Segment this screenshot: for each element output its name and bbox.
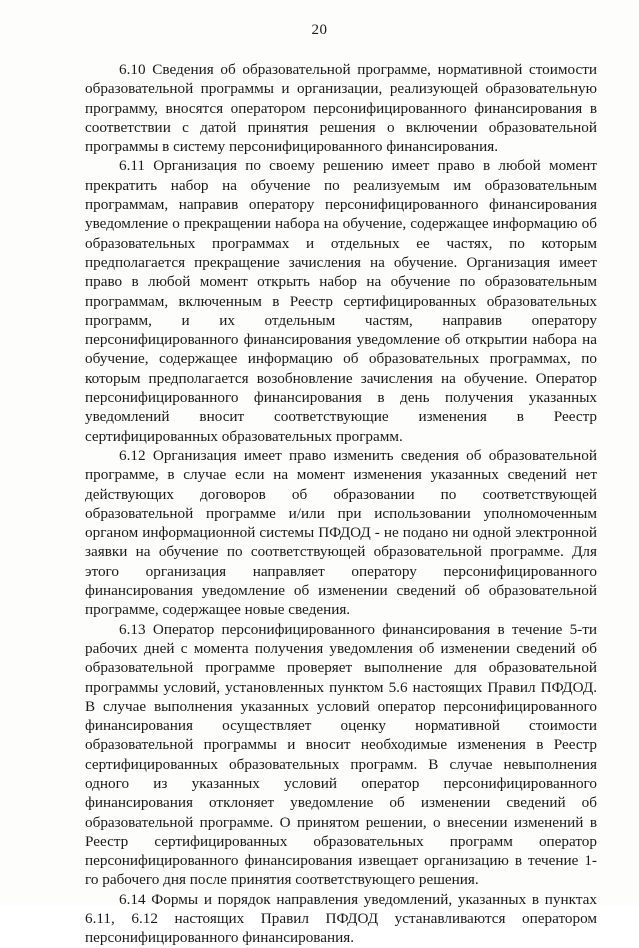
paragraph-6-14: 6.14 Формы и порядок направления уведомлений, указанных в пунктах 6.11, 6.12 настоящих Правил ПФДОД устанавливаются оператором персонифицированного финансирования. — [85, 890, 597, 947]
paragraph-6-12: 6.12 Организация имеет право изменить сведения об образовательной программе, в случае если на момент изменения указанных сведений нет действующих договоров об образовании по соответствующей образовательной программе и/или при использовании уполномоченным органом информационной системы ПФДОД - не подано ни одной электронной заявки на обучение по соответствующей образовательной программе. Для этого организация направляет оператору персонифицированного финансирования уведомление об изменении сведений об образовательной программе, содержащее новые сведения. — [85, 446, 597, 619]
paragraph-6-11: 6.11 Организация по своему решению имеет право в любой момент прекратить набор на обучение по реализуемым им образовательным программам, направив оператору персонифицированного финансирования уведомление о прекращении набора на обучение, содержащее информацию об образовательных программах и отдельных ее частях, по которым предполагается прекращение зачисления на обучение. Организация имеет право в любой момент открыть набор на обучение по образовательным программам, включенным в Реестр сертифицированных образовательных программ, и их отдельным частям, направив оператору персонифицированного финансирования уведомление об открытии набора на обучение, содержащее информацию об образовательных программах, по которым предполагается возобновление зачисления на обучение. Оператор персонифицированного финансирования в день получения указанных уведомлений вносит соответствующие изменения в Реестр сертифицированных образовательных программ. — [85, 157, 597, 445]
page-number: 20 — [311, 22, 328, 38]
paragraph-6-10: 6.10 Сведения об образовательной программе, нормативной стоимости образовательной программы и организации, реализующей образовательную программу, вносятся оператором персонифицированного финансирования в соответствии с датой принятия решения о включении образовательной программы в систему персонифицированного финансирования. — [85, 61, 597, 156]
paragraph-6-13: 6.13 Оператор персонифицированного финансирования в течение 5-ти рабочих дней с момента получения уведомления об изменении сведений об образовательной программе проверяет выполнение для образовательной программы условий, установленных пунктом 5.6 настоящих Правил ПФДОД. В случае выполнения указанных условий оператор персонифицированного финансирования осуществляет оценку нормативной стоимости образовательной программы и вносит необходимые изменения в Реестр сертифицированных образовательных программ. В случае невыполнения одного из указанных условий оператор персонифицированного финансирования отклоняет уведомление об изменении сведений об образовательной программе. О принятом решении, о внесении изменений в Реестр сертифицированных образовательных программ оператор персонифицированного финансирования извещает организацию в течение 1-го рабочего дня после принятия соответствующего решения. — [85, 620, 597, 889]
document-body — [85, 60, 597, 948]
